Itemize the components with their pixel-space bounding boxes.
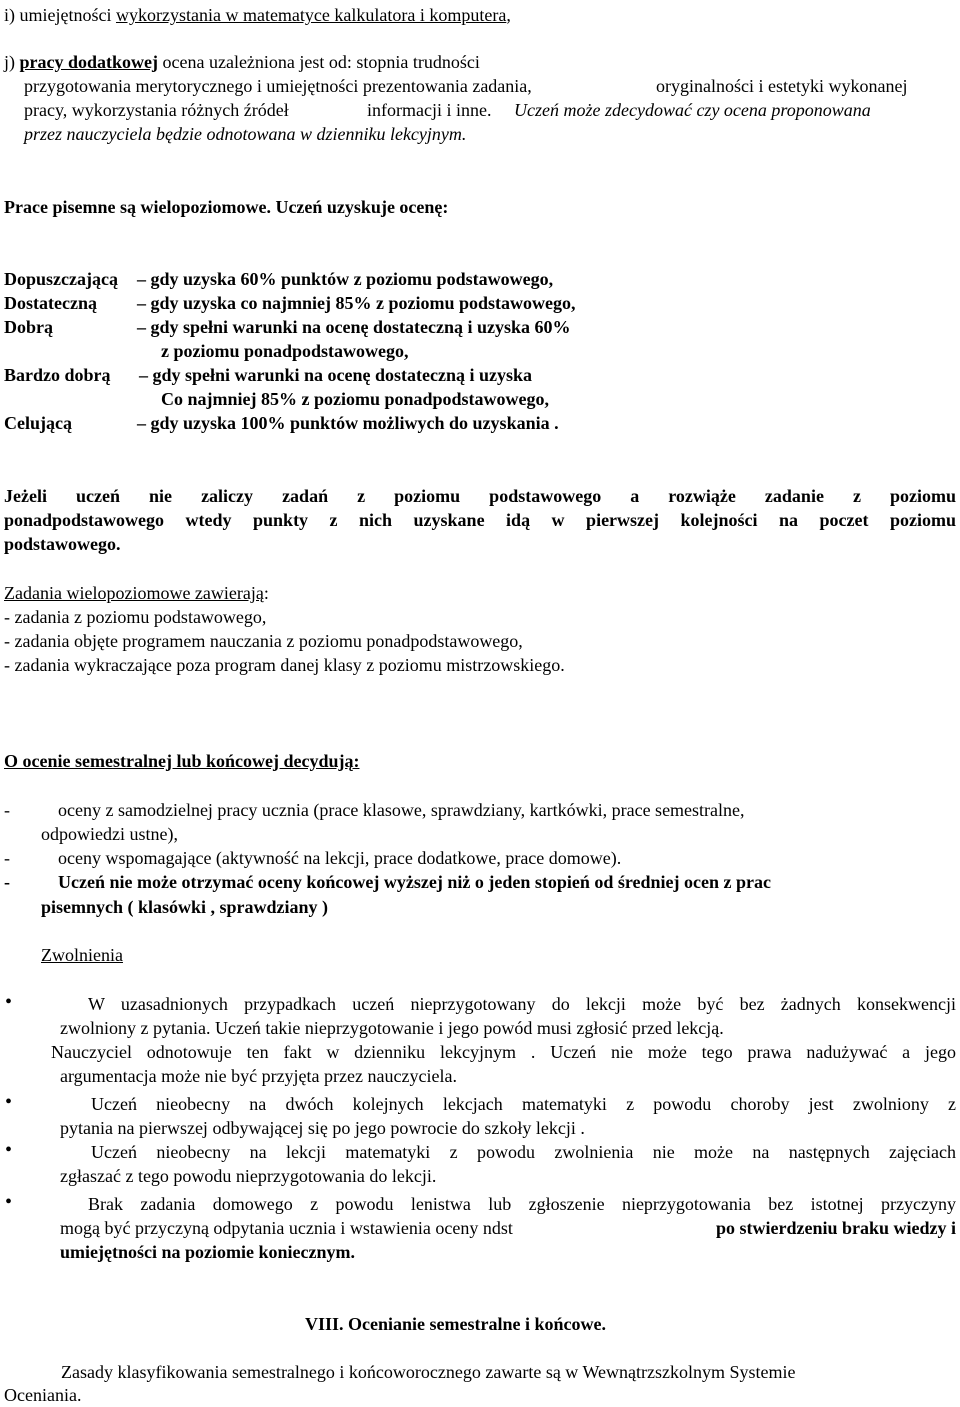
- list-item: - zadania wykraczające poza program danej klasy z poziomu mistrzowskiego.: [4, 655, 565, 675]
- semester-heading: O ocenie semestralnej lub końcowej decydują:: [4, 751, 360, 771]
- grade-rule: – gdy spełni warunki na ocenę dostateczną i uzyska: [139, 365, 533, 385]
- grade-rule: – gdy uzyska 60% punktów z poziomu podstawowego,: [137, 269, 554, 289]
- grade-rule: – gdy uzyska 100% punktów możliwych do uzyskania .: [137, 413, 559, 433]
- chapter-paragraph: Zasady klasyfikowania semestralnego i końcoworocznego zawarte są w Wewnątrzszkolnym Systemie: [61, 1362, 796, 1382]
- list-dash: -: [4, 848, 10, 868]
- grade-name: Dostateczną: [4, 293, 97, 313]
- exemption-text: Uczeń nieobecny na lekcji matematyki z powodu zwolnienia nie może na następnych zajęciach: [91, 1142, 956, 1162]
- exemption-text: Nauczyciel odnotowuje ten fakt w dzienniku lekcyjnym . Uczeń nie może tego prawa nadużywać a jego: [51, 1042, 956, 1062]
- exemptions-heading: Zwolnienia: [41, 945, 123, 965]
- item-i-label: i) umiejętności: [4, 5, 116, 25]
- list-item-cont: pisemnych ( klasówki , sprawdziany ): [41, 897, 329, 917]
- item-i-underlined: wykorzystania w matematyce kalkulatora i komputera: [115, 5, 507, 25]
- written-work-heading: Prace pisemne są wielopoziomowe. Uczeń uzyskuje ocenę:: [4, 197, 449, 217]
- list-item: oceny wspomagające (aktywność na lekcji, prace dodatkowe, prace domowe).: [58, 848, 622, 868]
- list-item: - zadania z poziomu podstawowego,: [4, 607, 267, 627]
- chapter-title: VIII. Ocenianie semestralne i końcowe.: [305, 1314, 606, 1334]
- item-j-rest: ocena uzależniona jest od: stopnia trudności: [158, 52, 480, 72]
- item-j-line3a: pracy, wykorzystania różnych źródeł: [24, 100, 289, 120]
- item-j-line2a: przygotowania merytorycznego i umiejętności prezentowania zadania,: [24, 76, 532, 96]
- exemption-text-bold: umiejętności na poziomie koniecznym.: [60, 1242, 355, 1262]
- exemption-text-line: [60, 1216, 956, 1240]
- item-j-label: j): [4, 52, 20, 72]
- list-dash: -: [4, 872, 10, 892]
- list-item: oceny z samodzielnej pracy ucznia (prace klasowe, sprawdziany, kartkówki, prace semestralne,: [58, 800, 745, 820]
- exemption-text: Uczeń nieobecny na dwóch kolejnych lekcjach matematyki z powodu choroby jest zwolniony z: [91, 1094, 956, 1114]
- item-j-line2b: oryginalności i estetyki wykonanej: [656, 76, 908, 96]
- grade-rule-cont: z poziomu ponadpodstawowego,: [161, 341, 409, 361]
- item-j-line3-italic: Uczeń może zdecydować czy ocena proponowana: [514, 100, 871, 120]
- multilevel-heading-text: Zadania wielopoziomowe zawierają: [4, 583, 264, 603]
- jezeli-line3: podstawowego.: [4, 534, 121, 554]
- jezeli-line1: Jeżeli uczeń nie zaliczy zadań z poziomu podstawowego a rozwiąże zadanie z poziomu: [4, 486, 956, 506]
- item-i: [4, 3, 511, 27]
- grade-rule: – gdy spełni warunki na ocenę dostateczną i uzyska 60%: [137, 317, 571, 337]
- list-item-cont: odpowiedzi ustne),: [41, 824, 178, 844]
- list-item: Uczeń nie może otrzymać oceny końcowej wyższej niż o jeden stopień od średniej ocen z prac: [58, 872, 772, 892]
- item-j-line1: [4, 50, 480, 74]
- grade-name: Bardzo dobrą: [4, 365, 111, 385]
- exemption-text: pytania na pierwszej odbywającej się po jego powrocie do szkoły lekcji .: [60, 1118, 585, 1138]
- item-j-line4-italic: przez nauczyciela będzie odnotowana w dzienniku lekcyjnym.: [24, 124, 467, 144]
- multilevel-colon: :: [263, 583, 269, 603]
- grade-name: Dobrą: [4, 317, 53, 337]
- bullet-icon: •: [5, 1139, 13, 1161]
- bullet-icon: •: [5, 1091, 13, 1113]
- grade-name: Celującą: [4, 413, 72, 433]
- jezeli-line2: ponadpodstawowego wtedy punkty z nich uzyskane idą w pierwszej kolejności na poczet poziomu: [4, 510, 956, 530]
- bullet-icon: •: [5, 1191, 13, 1213]
- exemption-text: zgłaszać z tego powodu nieprzygotowania do lekcji.: [60, 1166, 437, 1186]
- item-i-suffix: ,: [506, 5, 511, 25]
- exemption-text: argumentacja może nie być przyjęta przez nauczyciela.: [60, 1066, 457, 1086]
- multilevel-heading: [4, 581, 269, 605]
- grade-rule-cont: Co najmniej 85% z poziomu ponadpodstawowego,: [161, 389, 550, 409]
- exemption-text-bold: po stwierdzeniu braku wiedzy i: [715, 1218, 956, 1238]
- exemption-text: zwolniony z pytania. Uczeń takie nieprzygotowanie i jego powód musi zgłosić przed lekcją.: [60, 1018, 724, 1038]
- grade-name: Dopuszczającą: [4, 269, 118, 289]
- chapter-paragraph-cont: Oceniania.: [4, 1385, 82, 1405]
- exemption-text: W uzasadnionych przypadkach uczeń nieprzygotowany do lekcji może być bez żadnych konsekwencji: [88, 994, 956, 1014]
- list-dash: -: [4, 800, 10, 820]
- item-j-line3b: informacji i inne.: [367, 100, 492, 120]
- exemption-text: mogą być przyczyną odpytania ucznia i wstawienia oceny ndst: [60, 1218, 513, 1238]
- item-j-underlined: pracy dodatkowej: [19, 52, 158, 72]
- list-item: - zadania objęte programem nauczania z poziomu ponadpodstawowego,: [4, 631, 523, 651]
- bullet-icon: •: [5, 991, 13, 1013]
- grade-rule: – gdy uzyska co najmniej 85% z poziomu podstawowego,: [137, 293, 576, 313]
- exemption-text: Brak zadania domowego z powodu lenistwa lub zgłoszenie nieprzygotowania bez istotnej przyczyny: [88, 1194, 956, 1214]
